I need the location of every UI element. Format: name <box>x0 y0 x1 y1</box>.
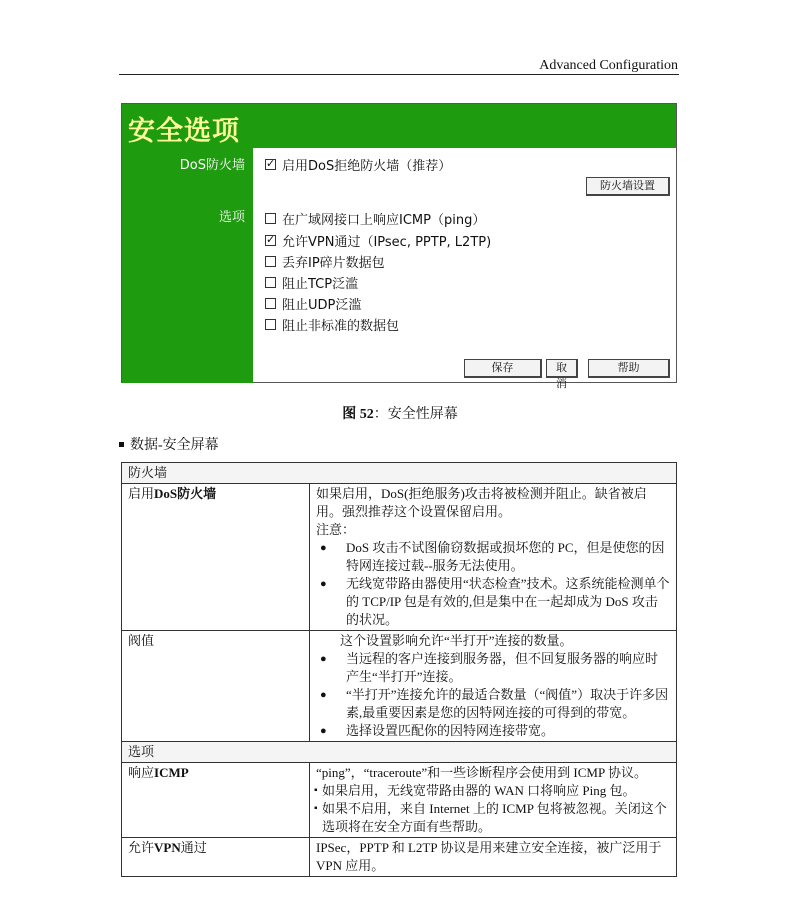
group-firewall: 防火墙 <box>122 463 677 484</box>
page-header-title: Advanced Configuration <box>539 58 678 73</box>
row-desc-vpn: IPSec，PPTP 和 L2TP 协议是用来建立安全连接，被广泛用于 VPN 应用。 <box>310 838 677 877</box>
figure-caption <box>0 403 800 423</box>
dos-bullets <box>316 539 670 629</box>
option-row-tcp-flood[interactable] <box>265 273 358 292</box>
panel-title: 安全选项 <box>128 116 240 147</box>
figure-number: 图 52 <box>342 407 374 422</box>
row-desc-dos <box>310 484 677 631</box>
list-item: ● 选择设置匹配你的因特网连接带宽。 <box>316 722 670 740</box>
ip-fragments-checkbox[interactable] <box>265 256 276 267</box>
header-rule <box>119 74 679 75</box>
dos-firewall-label: DoS防火墙 <box>179 158 245 173</box>
table-row <box>122 631 677 742</box>
table-row <box>122 484 677 631</box>
row-name-threshold: 阀值 <box>122 631 310 742</box>
option-row-ip-fragments[interactable] <box>265 252 385 271</box>
table-row <box>122 838 677 877</box>
figure-caption-text: ：安全性屏幕 <box>373 407 458 422</box>
nonstandard-checkbox[interactable] <box>265 319 276 330</box>
option-label: 丢弃IP碎片数据包 <box>282 256 385 271</box>
table-group-row <box>122 742 677 763</box>
icmp-bullets <box>316 782 670 836</box>
dos-description: 如果启用，DoS(拒绝服务)攻击将被检测并阻止。缺省被启用。强烈推荐这个设置保留启用。 <box>316 486 647 519</box>
threshold-bullets <box>316 650 670 740</box>
option-label: 阻止非标准的数据包 <box>282 319 400 334</box>
section-heading-text: 数据-安全屏幕 <box>130 438 219 453</box>
firewall-settings-button[interactable]: 防火墙设置 <box>586 177 670 196</box>
cancel-button[interactable]: 取消 <box>546 359 578 378</box>
list-item: ▪ 如果启用，无线宽带路由器的 WAN 口将响应 Ping 包。 <box>316 782 670 800</box>
option-row-nonstandard[interactable] <box>265 315 399 334</box>
vpn-checkbox[interactable] <box>265 235 276 246</box>
security-data-table <box>121 462 677 877</box>
row-name-vpn: 允许VPN通过 <box>122 838 310 877</box>
option-label: 阻止TCP泛滥 <box>282 277 359 292</box>
list-item: ● 无线宽带路由器使用“状态检查”技术。这系统能检测单个的 TCP/IP 包是有效的,但是集中在一起却成为 DoS 攻击的状况。 <box>316 575 670 629</box>
list-item: ● DoS 攻击不试图偷窃数据或损坏您的 PC，但是使您的因特网连接过载--服务无法使用。 <box>316 539 670 575</box>
row-desc-threshold <box>310 631 677 742</box>
tcp-flood-checkbox[interactable] <box>265 277 276 288</box>
list-item: ● 当远程的客户连接到服务器，但不回复服务器的响应时产生“半打开”连接。 <box>316 650 670 686</box>
panel-header <box>122 104 676 148</box>
row-desc-icmp <box>310 763 677 838</box>
section-heading <box>119 434 219 454</box>
enable-dos-checkbox[interactable] <box>265 159 276 170</box>
udp-flood-checkbox[interactable] <box>265 298 276 309</box>
option-label: 阻止UDP泛滥 <box>282 298 362 313</box>
help-button[interactable]: 帮助 <box>588 359 670 378</box>
table-group-row <box>122 463 677 484</box>
security-options-screenshot <box>121 103 677 390</box>
panel-sidebar <box>122 148 253 383</box>
row-name-dos: 启用DoS防火墙 <box>122 484 310 631</box>
option-label: 在广域网接口上响应ICMP（ping） <box>282 213 486 228</box>
row-name-icmp: 响应ICMP <box>122 763 310 838</box>
threshold-description: 这个设置影响允许“半打开”连接的数量。 <box>340 633 573 648</box>
group-options: 选项 <box>122 742 677 763</box>
option-row-udp-flood[interactable] <box>265 294 361 313</box>
save-button[interactable]: 保存 <box>464 359 542 378</box>
table-row <box>122 763 677 838</box>
icmp-checkbox[interactable] <box>265 213 276 224</box>
option-label: 允许VPN通过（IPsec, PPTP, L2TP) <box>282 235 492 250</box>
options-label: 选项 <box>218 210 245 225</box>
enable-dos-option[interactable] <box>265 155 451 174</box>
enable-dos-label: 启用DoS拒绝防火墙（推荐） <box>282 159 452 174</box>
list-item: ▪ 如果不启用，来自 Internet 上的 ICMP 包将被忽视。关闭这个选项将在安全方面有些帮助。 <box>316 800 670 836</box>
option-row-icmp[interactable] <box>265 209 485 228</box>
option-row-vpn[interactable] <box>265 231 491 250</box>
square-bullet-icon <box>119 442 124 447</box>
list-item: ● “半打开”连接允许的最适合数量（“阀值”）取决于许多因素,最重要因素是您的因特网连接的可得到的带宽。 <box>316 686 670 722</box>
dos-note: 注意： <box>316 522 356 537</box>
icmp-description: “ping”，“traceroute”和一些诊断程序会使用到 ICMP 协议。 <box>316 765 647 780</box>
